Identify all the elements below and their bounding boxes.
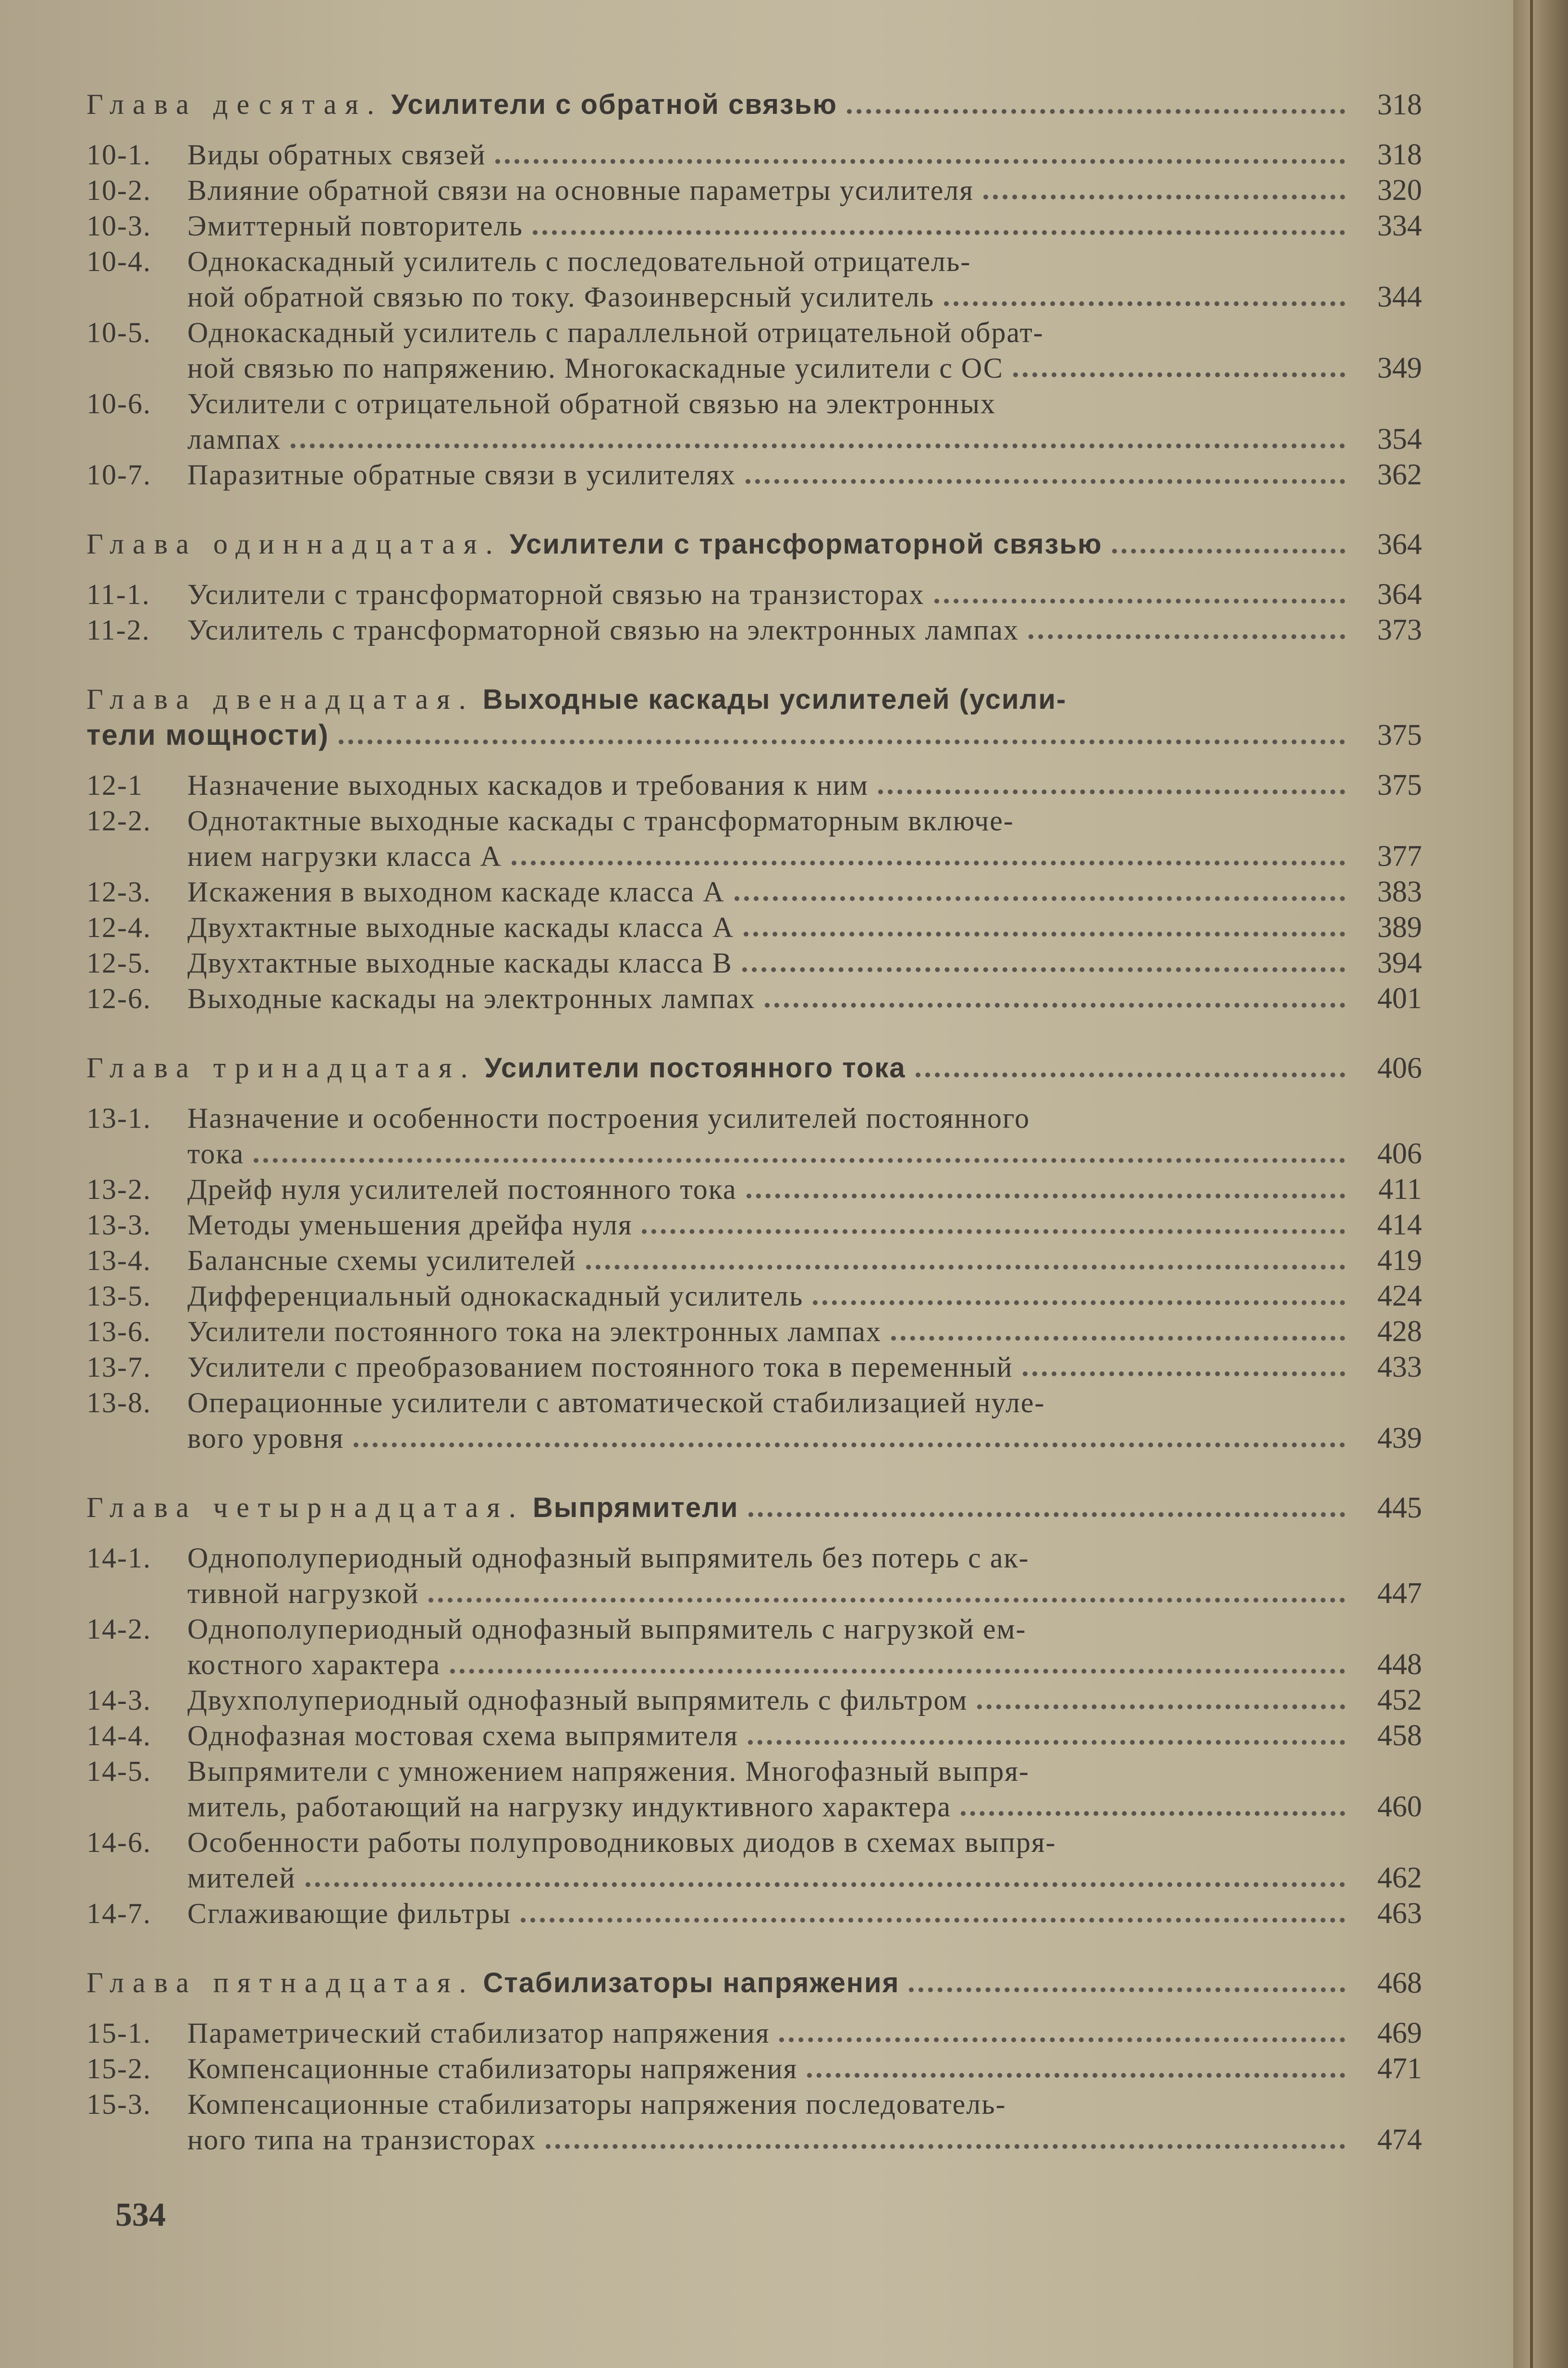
chapter-label: Глава пятнадцатая. — [86, 1967, 475, 1998]
toc-entry — [86, 910, 1422, 945]
chapter-block — [86, 1965, 1422, 2158]
section-page-number: 349 — [1377, 352, 1422, 384]
section-number: 12-1 — [86, 769, 143, 801]
toc-entry — [86, 457, 1422, 493]
chapter-page-number: 445 — [1377, 1492, 1422, 1524]
section-title: Однотактные выходные каскады с трансформаторным включе- — [187, 805, 1014, 837]
leader-dots — [807, 2072, 1345, 2078]
section-number: 13-4. — [86, 1245, 151, 1276]
leader-dots — [1029, 634, 1345, 639]
section-number: 10-1. — [86, 139, 151, 171]
section-number: 10-3. — [86, 210, 151, 242]
leader-dots — [354, 1442, 1345, 1447]
section-title: Усилители с отрицательной обратной связью на электронных — [187, 388, 996, 419]
section-page-number: 375 — [1377, 769, 1422, 802]
section-page-number: 474 — [1377, 2123, 1422, 2156]
toc-entry — [86, 1718, 1422, 1753]
section-title: Эмиттерный повторитель — [187, 210, 523, 242]
toc-entry — [86, 2086, 1422, 2122]
section-page-number: 462 — [1377, 1862, 1422, 1894]
chapter-title: Стабилизаторы напряжения — [483, 1967, 900, 1998]
toc-entry-continued — [86, 1647, 1422, 1682]
toc-entry — [86, 1682, 1422, 1718]
section-page-number: 401 — [1377, 982, 1422, 1015]
section-title: мителей — [187, 1862, 296, 1894]
chapter-title: Усилители постоянного тока — [484, 1052, 906, 1084]
section-number: 13-5. — [86, 1280, 151, 1312]
section-title: Усилители с трансформаторной связью на транзисторах — [187, 579, 925, 610]
section-page-number: 406 — [1377, 1137, 1422, 1170]
leader-dots — [291, 443, 1345, 448]
section-number: 10-5. — [86, 317, 151, 348]
chapter-label: Глава одиннадцатая. — [86, 528, 502, 560]
section-page-number: 320 — [1377, 174, 1422, 207]
section-number: 14-5. — [86, 1755, 151, 1787]
section-title: Двухтактные выходные каскады класса А — [187, 912, 735, 943]
toc-entry — [86, 1825, 1422, 1860]
section-number: 13-6. — [86, 1316, 151, 1347]
leader-dots — [521, 1917, 1345, 1923]
section-number: 13-8. — [86, 1387, 151, 1418]
section-title: тока — [187, 1138, 245, 1170]
section-number: 12-5. — [86, 947, 151, 979]
section-page-number: 364 — [1377, 578, 1422, 611]
section-number: 15-2. — [86, 2053, 151, 2084]
section-number: 11-2. — [86, 614, 150, 646]
section-title: митель, работающий на нагрузку индуктивного характера — [187, 1791, 952, 1823]
section-title: Выходные каскады на электронных лампах — [187, 983, 756, 1014]
toc-entry — [86, 1243, 1422, 1278]
toc-entry — [86, 244, 1422, 279]
section-number: 10-2. — [86, 174, 151, 206]
section-number: 14-7. — [86, 1898, 151, 1929]
section-number: 14-2. — [86, 1613, 151, 1645]
chapter-block — [86, 1490, 1422, 1931]
leader-dots — [916, 1072, 1345, 1077]
section-number: 12-3. — [86, 876, 151, 908]
section-page-number: 373 — [1377, 614, 1422, 646]
chapter-page-number: 318 — [1377, 88, 1422, 121]
chapter-title: Выходные каскады усилителей (усили- — [482, 684, 1067, 715]
section-title: Компенсационные стабилизаторы напряжения — [187, 2053, 798, 2084]
toc-entry — [86, 1314, 1422, 1349]
section-page-number: 463 — [1377, 1897, 1422, 1930]
section-page-number: 344 — [1377, 281, 1422, 313]
toc-entry-continued — [86, 1789, 1422, 1825]
leader-dots — [546, 2144, 1345, 2149]
chapter-page-number: 406 — [1377, 1052, 1422, 1085]
leader-dots — [1112, 548, 1345, 554]
section-number: 12-2. — [86, 805, 151, 837]
toc-entry-continued — [86, 1576, 1422, 1611]
toc-entry — [86, 1349, 1422, 1385]
section-title: вого уровня — [187, 1422, 344, 1454]
section-number: 13-3. — [86, 1209, 151, 1241]
section-title: Однокаскадный усилитель с параллельной отрицательной обрат- — [187, 317, 1044, 348]
section-title: Балансные схемы усилителей — [187, 1245, 576, 1276]
section-title: Усилители постоянного тока на электронных лампах — [187, 1316, 882, 1347]
page-edge-shadow — [1530, 0, 1533, 2368]
section-page-number: 354 — [1377, 423, 1422, 456]
section-title: Виды обратных связей — [187, 139, 486, 171]
section-page-number: 383 — [1377, 876, 1422, 908]
section-title: Операционные усилители с автоматической стабилизацией нуле- — [187, 1387, 1045, 1418]
table-of-contents — [86, 86, 1422, 2158]
toc-entry-continued — [86, 2122, 1422, 2158]
toc-entry — [86, 1611, 1422, 1647]
section-page-number: 419 — [1377, 1244, 1422, 1277]
section-page-number: 411 — [1378, 1173, 1422, 1206]
chapter-block — [86, 1050, 1422, 1456]
leader-dots — [748, 1739, 1345, 1745]
section-page-number: 394 — [1377, 947, 1422, 979]
section-title: Сглаживающие фильтры — [187, 1898, 511, 1929]
section-title: Влияние обратной связи на основные параметры усилителя — [187, 174, 974, 206]
toc-entry-continued — [86, 279, 1422, 315]
section-number: 15-3. — [86, 2088, 151, 2120]
chapter-block — [86, 86, 1422, 493]
section-title: Однокаскадный усилитель с последовательной отрицатель- — [187, 246, 971, 277]
book-spine-edge — [1513, 0, 1568, 2368]
chapter-label: Глава двенадцатая. — [86, 683, 475, 715]
leader-dots — [891, 1335, 1345, 1341]
section-number: 12-6. — [86, 983, 151, 1014]
section-page-number: 458 — [1377, 1719, 1422, 1752]
toc-entry — [86, 1753, 1422, 1789]
section-title: Дифференциальный однокаскадный усилитель — [187, 1280, 804, 1312]
leader-dots — [934, 598, 1346, 604]
section-title: Компенсационные стабилизаторы напряжения последователь- — [187, 2088, 1006, 2120]
leader-dots — [1023, 1371, 1345, 1376]
leader-dots — [746, 479, 1345, 484]
section-page-number: 362 — [1377, 458, 1422, 491]
section-page-number: 439 — [1377, 1422, 1422, 1455]
chapter-heading — [86, 681, 1422, 717]
toc-entry — [86, 386, 1422, 421]
leader-dots — [429, 1597, 1345, 1603]
section-title: нием нагрузки класса А — [187, 840, 502, 872]
leader-dots — [748, 1512, 1345, 1517]
toc-entry — [86, 981, 1422, 1016]
section-title: тивной нагрузкой — [187, 1578, 419, 1609]
toc-entry-continued — [86, 1860, 1422, 1896]
toc-entry — [86, 1100, 1422, 1136]
section-page-number: 448 — [1377, 1648, 1422, 1681]
section-title: Двухтактные выходные каскады класса В — [187, 947, 733, 979]
chapter-page-number: 375 — [1377, 719, 1422, 752]
section-page-number: 414 — [1377, 1209, 1422, 1241]
toc-entry — [86, 577, 1422, 612]
leader-dots — [254, 1158, 1345, 1163]
leader-dots — [586, 1264, 1345, 1270]
chapter-heading — [86, 1050, 1422, 1086]
toc-entry — [86, 1278, 1422, 1314]
chapter-page-number: 364 — [1377, 528, 1422, 561]
section-title: лампах — [187, 423, 282, 455]
leader-dots — [495, 159, 1345, 164]
leader-dots — [1013, 372, 1345, 377]
toc-entry — [86, 2015, 1422, 2051]
section-page-number: 433 — [1377, 1351, 1422, 1383]
section-title: Дрейф нуля усилителей постоянного тока — [187, 1173, 737, 1205]
leader-dots — [533, 230, 1345, 235]
chapter-heading — [86, 526, 1422, 562]
section-number: 13-7. — [86, 1351, 151, 1383]
chapter-title: Усилители с трансформаторной связью — [509, 529, 1102, 560]
toc-entry — [86, 315, 1422, 350]
toc-entry-continued — [86, 1420, 1422, 1456]
leader-dots — [339, 739, 1345, 744]
section-number: 10-6. — [86, 388, 151, 419]
leader-dots — [747, 1193, 1345, 1198]
section-title: ного типа на транзисторах — [187, 2124, 537, 2156]
section-title: Двухполупериодный однофазный выпрямитель с фильтром — [187, 1684, 968, 1716]
section-number: 15-1. — [86, 2017, 151, 2049]
section-number: 14-3. — [86, 1684, 151, 1716]
leader-dots — [742, 967, 1345, 972]
toc-entry — [86, 1207, 1422, 1243]
section-title: Назначение и особенности построения усилителей постоянного — [187, 1102, 1030, 1134]
toc-entry — [86, 1172, 1422, 1207]
section-number: 14-4. — [86, 1720, 151, 1751]
section-page-number: 334 — [1377, 210, 1422, 242]
chapter-title: Выпрямители — [532, 1492, 739, 1523]
chapter-heading — [86, 1965, 1422, 2001]
leader-dots — [878, 789, 1345, 794]
toc-entry — [86, 1540, 1422, 1576]
section-title: Параметрический стабилизатор напряжения — [187, 2017, 770, 2049]
toc-entry-continued — [86, 839, 1422, 874]
leader-dots — [450, 1668, 1345, 1674]
section-title: Назначение выходных каскадов и требования к ним — [187, 769, 869, 801]
toc-entry-continued — [86, 421, 1422, 457]
section-title: Усилители с преобразованием постоянного тока в переменный — [187, 1351, 1013, 1383]
chapter-title-line2: тели мощности) — [86, 719, 330, 751]
section-page-number: 389 — [1377, 911, 1422, 944]
section-page-number: 377 — [1377, 840, 1422, 873]
toc-entry — [86, 803, 1422, 839]
leader-dots — [983, 194, 1345, 199]
toc-entry — [86, 208, 1422, 244]
section-number: 10-4. — [86, 246, 151, 277]
section-title: Методы уменьшения дрейфа нуля — [187, 1209, 633, 1241]
chapter-heading-continued — [86, 717, 1422, 753]
section-title: Однофазная мостовая схема выпрямителя — [187, 1720, 738, 1751]
section-title: Однополупериодный однофазный выпрямитель без потерь с ак- — [187, 1542, 1029, 1574]
section-title: Паразитные обратные связи в усилителях — [187, 459, 736, 491]
toc-entry — [86, 612, 1422, 648]
section-number: 14-6. — [86, 1826, 151, 1858]
section-page-number: 424 — [1377, 1280, 1422, 1312]
leader-dots — [765, 1002, 1345, 1008]
section-title: Искажения в выходном каскаде класса А — [187, 876, 725, 908]
toc-entry — [86, 2051, 1422, 2086]
leader-dots — [512, 860, 1345, 865]
section-title: Однополупериодный однофазный выпрямитель с нагрузкой ем- — [187, 1613, 1027, 1645]
section-number: 13-1. — [86, 1102, 151, 1134]
leader-dots — [847, 109, 1345, 114]
leader-dots — [306, 1882, 1345, 1887]
section-title: ной связью по напряжению. Многокаскадные усилители с ОС — [187, 352, 1004, 384]
leader-dots — [909, 1987, 1345, 1992]
chapter-block — [86, 681, 1422, 1016]
section-page-number: 471 — [1377, 2052, 1422, 2085]
toc-entry — [86, 1896, 1422, 1931]
leader-dots — [813, 1300, 1345, 1305]
leader-dots — [977, 1704, 1345, 1709]
chapter-label: Глава десятая. — [86, 88, 383, 120]
chapter-page-number: 468 — [1377, 1967, 1422, 1999]
chapter-block — [86, 526, 1422, 648]
chapter-heading — [86, 1490, 1422, 1526]
section-number: 10-7. — [86, 459, 151, 491]
section-number: 14-1. — [86, 1542, 151, 1574]
section-page-number: 318 — [1377, 138, 1422, 171]
footer-page-number: 534 — [115, 2196, 166, 2233]
leader-dots — [961, 1811, 1345, 1816]
toc-entry-continued — [86, 1136, 1422, 1172]
chapter-label: Глава тринадцатая. — [86, 1052, 477, 1084]
section-number: 12-4. — [86, 912, 151, 943]
toc-entry — [86, 767, 1422, 803]
section-page-number: 447 — [1377, 1577, 1422, 1610]
chapter-title: Усилители с обратной связью — [391, 89, 838, 120]
chapter-heading — [86, 86, 1422, 123]
leader-dots — [642, 1229, 1345, 1234]
toc-entry-continued — [86, 350, 1422, 386]
section-title: костного характера — [187, 1649, 441, 1680]
toc-entry — [86, 173, 1422, 208]
leader-dots — [744, 931, 1345, 937]
section-title: Усилитель с трансформаторной связью на электронных лампах — [187, 614, 1019, 646]
section-number: 11-1. — [86, 579, 150, 610]
toc-entry — [86, 137, 1422, 173]
leader-dots — [735, 896, 1345, 901]
chapter-label: Глава четырнадцатая. — [86, 1492, 525, 1523]
section-page-number: 428 — [1377, 1315, 1422, 1348]
toc-entry — [86, 1385, 1422, 1420]
section-title: Особенности работы полупроводниковых диодов в схемах выпря- — [187, 1826, 1056, 1858]
section-page-number: 452 — [1377, 1684, 1422, 1716]
leader-dots — [944, 301, 1345, 306]
toc-entry — [86, 945, 1422, 981]
section-number: 13-2. — [86, 1173, 151, 1205]
leader-dots — [779, 2037, 1345, 2042]
section-page-number: 460 — [1377, 1790, 1422, 1823]
section-page-number: 469 — [1377, 2017, 1422, 2049]
toc-entry — [86, 874, 1422, 910]
section-title: ной обратной связью по току. Фазоинверсный усилитель — [187, 281, 935, 313]
section-title: Выпрямители с умножением напряжения. Многофазный выпря- — [187, 1755, 1029, 1787]
